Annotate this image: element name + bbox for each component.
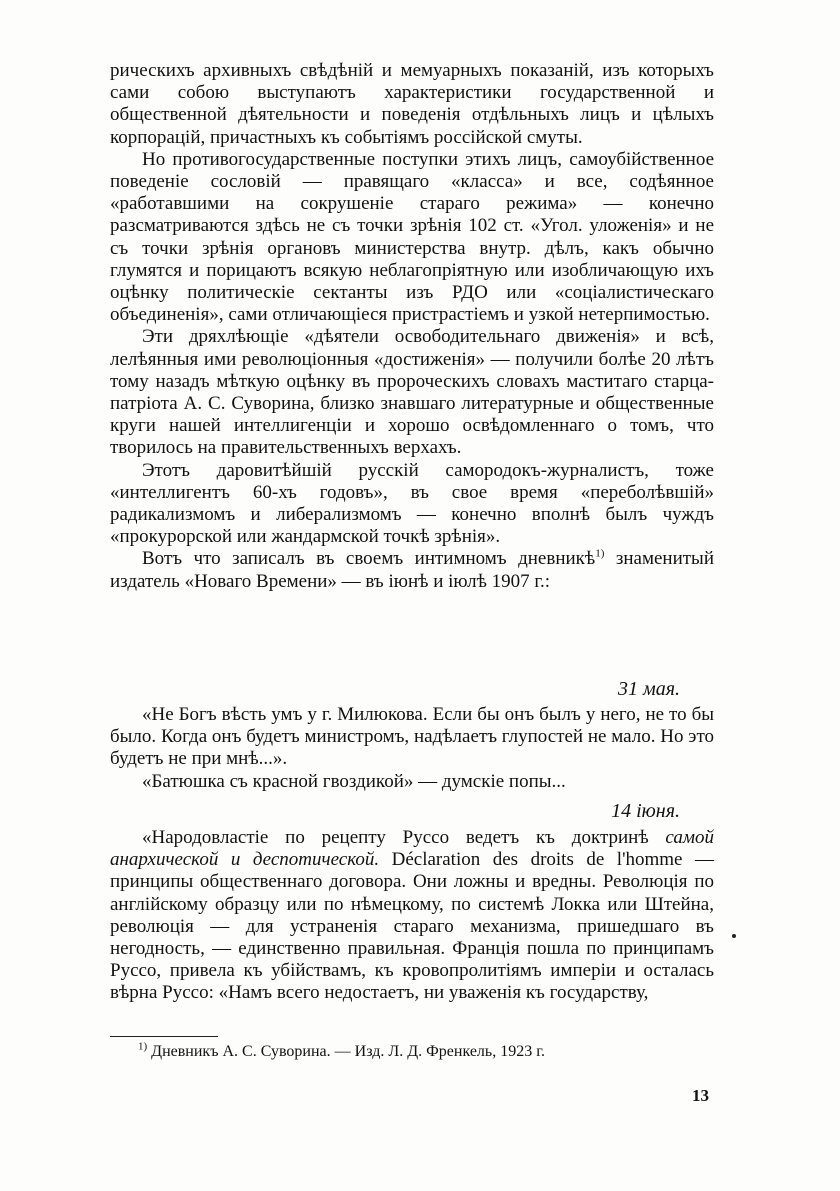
diary-date-1: 31 мая. (617, 678, 680, 700)
footnote-mark: 1) (138, 1040, 148, 1053)
main-text-block (110, 60, 714, 593)
footnote-reference: 1) (595, 548, 605, 561)
paragraph-1: рическихъ архивныхъ свѣдѣній и мемуарныхъ показаній, изъ которыхъ сами собою выступаютъ характеристики государственной и общественной дѣятельности и поведенія отдѣльныхъ лицъ и цѣлыхъ корпорацій, причастныхъ къ событіямъ россійской смуты. (110, 60, 714, 148)
footnote-rule (110, 1036, 218, 1037)
page-number: 13 (692, 1086, 709, 1105)
paragraph-3: Эти дряхлѣющіе «дѣятели освободительнаго движенія» и всѣ, лелѣянныя ими революціонныя «достиженія» — получили болѣе 20 лѣтъ тому назадъ мѣткую оцѣнку въ пророческихъ словахъ маститаго старца-патріота А. С. Суворина, близко знавшаго литературные и общественные круги нашей интеллигенціи и хорошо освѣдомленнаго о томъ, что творилось на правительственныхъ верхахъ. (110, 326, 714, 459)
diary-entry-3 (110, 827, 714, 1005)
diary-entry-3-text-end: Déclaration des droits de l'homme — принципы общественнаго договора. Они ложны и вредны. Революція по англійскому образцу или по нѣмецкому, по системѣ Локка или Штейна, революція — для устраненія стараго механизма, пришедшаго въ негодность, — единственно правильная. Франція пошла по принципамъ Руссо, привела къ убійствамъ, къ кровопролитіямъ имперіи и осталась вѣрна Руссо: «Намъ всего недостаетъ, ни уваженія къ государству, (110, 849, 714, 1004)
paragraph-5 (110, 548, 714, 592)
diary-date-2: 14 іюня. (611, 800, 680, 822)
diary-entries-1 (110, 704, 714, 793)
footnote-text: Дневникъ А. С. Суворина. — Изд. Л. Д. Френкель, 1923 г. (147, 1043, 545, 1060)
diary-entry-3-text: «Народовластіе по рецепту Руссо ведетъ къ доктринѣ (142, 827, 666, 848)
diary-entry-3-italic: самой анархической и деспотической. (110, 827, 714, 871)
paragraph-4: Этотъ даровитѣйшій русскій самородокъ-журналистъ, тоже «интеллигентъ 60-хъ годовъ», въ свое время «переболѣвшій» радикализмомъ и либерализмомъ — конечно вполнѣ былъ чуждъ «прокурорской или жандармской точкѣ зрѣнія». (110, 459, 714, 548)
diary-entries-2 (110, 827, 714, 1005)
print-speck (732, 934, 736, 938)
paragraph-5-text-end: знаменитый издатель «Новаго Времени» — въ іюнѣ и іюлѣ 1907 г.: (110, 548, 714, 592)
paragraph-5-text: Вотъ что записалъ въ своемъ интимномъ дневникѣ (142, 548, 596, 570)
diary-entry-2: «Батюшка съ красной гвоздикой» — думскіе попы... (142, 770, 566, 792)
diary-entry-1: «Не Богъ вѣсть умъ у г. Милюкова. Если бы онъ былъ у него, не то бы было. Когда онъ будетъ министромъ, надѣлаетъ глупостей не мало. Но это будетъ не при мнѣ...». (110, 704, 714, 770)
paragraph-2: Но противогосударственные поступки этихъ лицъ, самоубійственное поведеніе сословій — правящаго «класса» и все, содѣянное «работавшими на сокрушеніе стараго режима» — конечно разсматриваются здѣсь не съ точки зрѣнія 102 ст. «Угол. уложенія» и не съ точки зрѣнія органовъ министерства внутр. дѣлъ, какъ обычно глумятся и порицаютъ всякую неблагопріятную или изобличающую ихъ оцѣнку политическіе сектанты изъ РДО или «соціалистическаго объединенія», сами отличающіеся пристрастіемъ и узкой нетерпимостью. (110, 148, 714, 326)
footnote (138, 1040, 698, 1061)
